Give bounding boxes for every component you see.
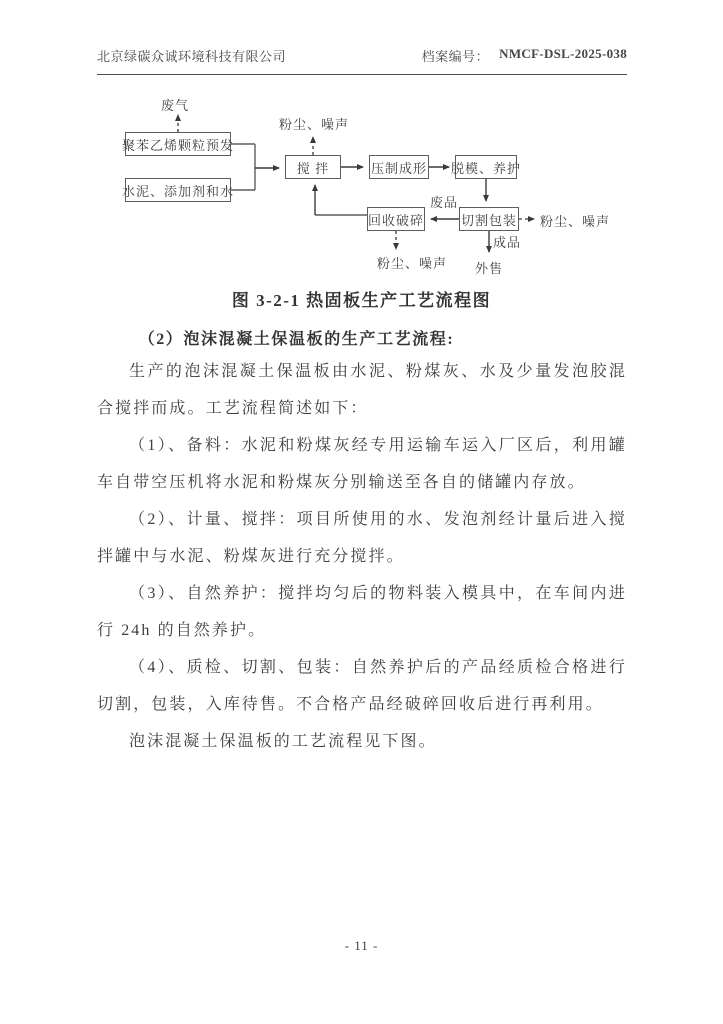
page-footer: [0, 938, 723, 954]
label-dust-noise-mixing: 粉尘、噪声: [279, 117, 350, 132]
flow-node-raw-materials: 水泥、添加剂和水: [125, 178, 231, 202]
paragraph-step-2: （2）、计量、搅拌：项目所使用的水、发泡剂经计量后进入搅拌罐中与水泥、粉煤灰进行充分搅拌。: [97, 511, 627, 565]
paragraph-step-1: （1）、备料：水泥和粉煤灰经专用运输车运入厂区后，利用罐车自带空压机将水泥和粉煤灰分别输送至各自的储罐内存放。: [97, 437, 627, 491]
flow-node-mixing: 搅 拌: [285, 155, 341, 179]
paragraph-closing: 泡沫混凝土保温板的工艺流程见下图。: [129, 733, 437, 750]
label-dust-noise-cutting: 粉尘、噪声: [540, 214, 611, 229]
flow-node-cutting-packing: 切割包装: [459, 207, 519, 231]
flow-node-pre-expansion: 聚苯乙烯颗粒预发: [125, 132, 231, 156]
label-dust-noise-crushing: 粉尘、噪声: [377, 256, 448, 271]
page-number: - 11 -: [344, 938, 379, 953]
figure-caption: 图 3-2-1 热固板生产工艺流程图: [231, 291, 492, 310]
flow-node-demolding: 脱模、养护: [455, 155, 517, 179]
archive-label: 档案编号：: [421, 49, 490, 64]
paragraph-step-3: （3）、自然养护：搅拌均匀后的物料装入模具中，在车间内进行 24h 的自然养护。: [97, 585, 627, 639]
section-heading: （2）泡沫混凝土保温板的生产工艺流程:: [138, 331, 455, 348]
header-archive: [422, 46, 627, 65]
header-company-name: 北京绿碳众诚环境科技有限公司: [97, 49, 287, 64]
paragraph-step-4: （4）、质检、切割、包装：自然养护后的产品经质检合格进行切割，包装，入库待售。不合格产品经破碎回收后进行再利用。: [97, 659, 627, 713]
label-external-sale: 外售: [475, 261, 504, 276]
flow-node-pressing: 压制成形: [369, 155, 429, 179]
label-scrap: 废品: [430, 195, 459, 210]
label-finished-product: 成品: [493, 235, 522, 250]
flow-node-recycle-crushing: 回收破碎: [367, 207, 425, 231]
body-text: [97, 353, 627, 760]
process-flowchart: [97, 92, 627, 284]
archive-number: NMCF-DSL-2025-038: [499, 46, 627, 61]
page-header: [97, 46, 627, 75]
label-waste-gas: 废气: [161, 98, 190, 113]
paragraph-intro: 生产的泡沫混凝土保温板由水泥、粉煤灰、水及少量发泡胶混合搅拌而成。工艺流程简述如下：: [97, 363, 627, 417]
